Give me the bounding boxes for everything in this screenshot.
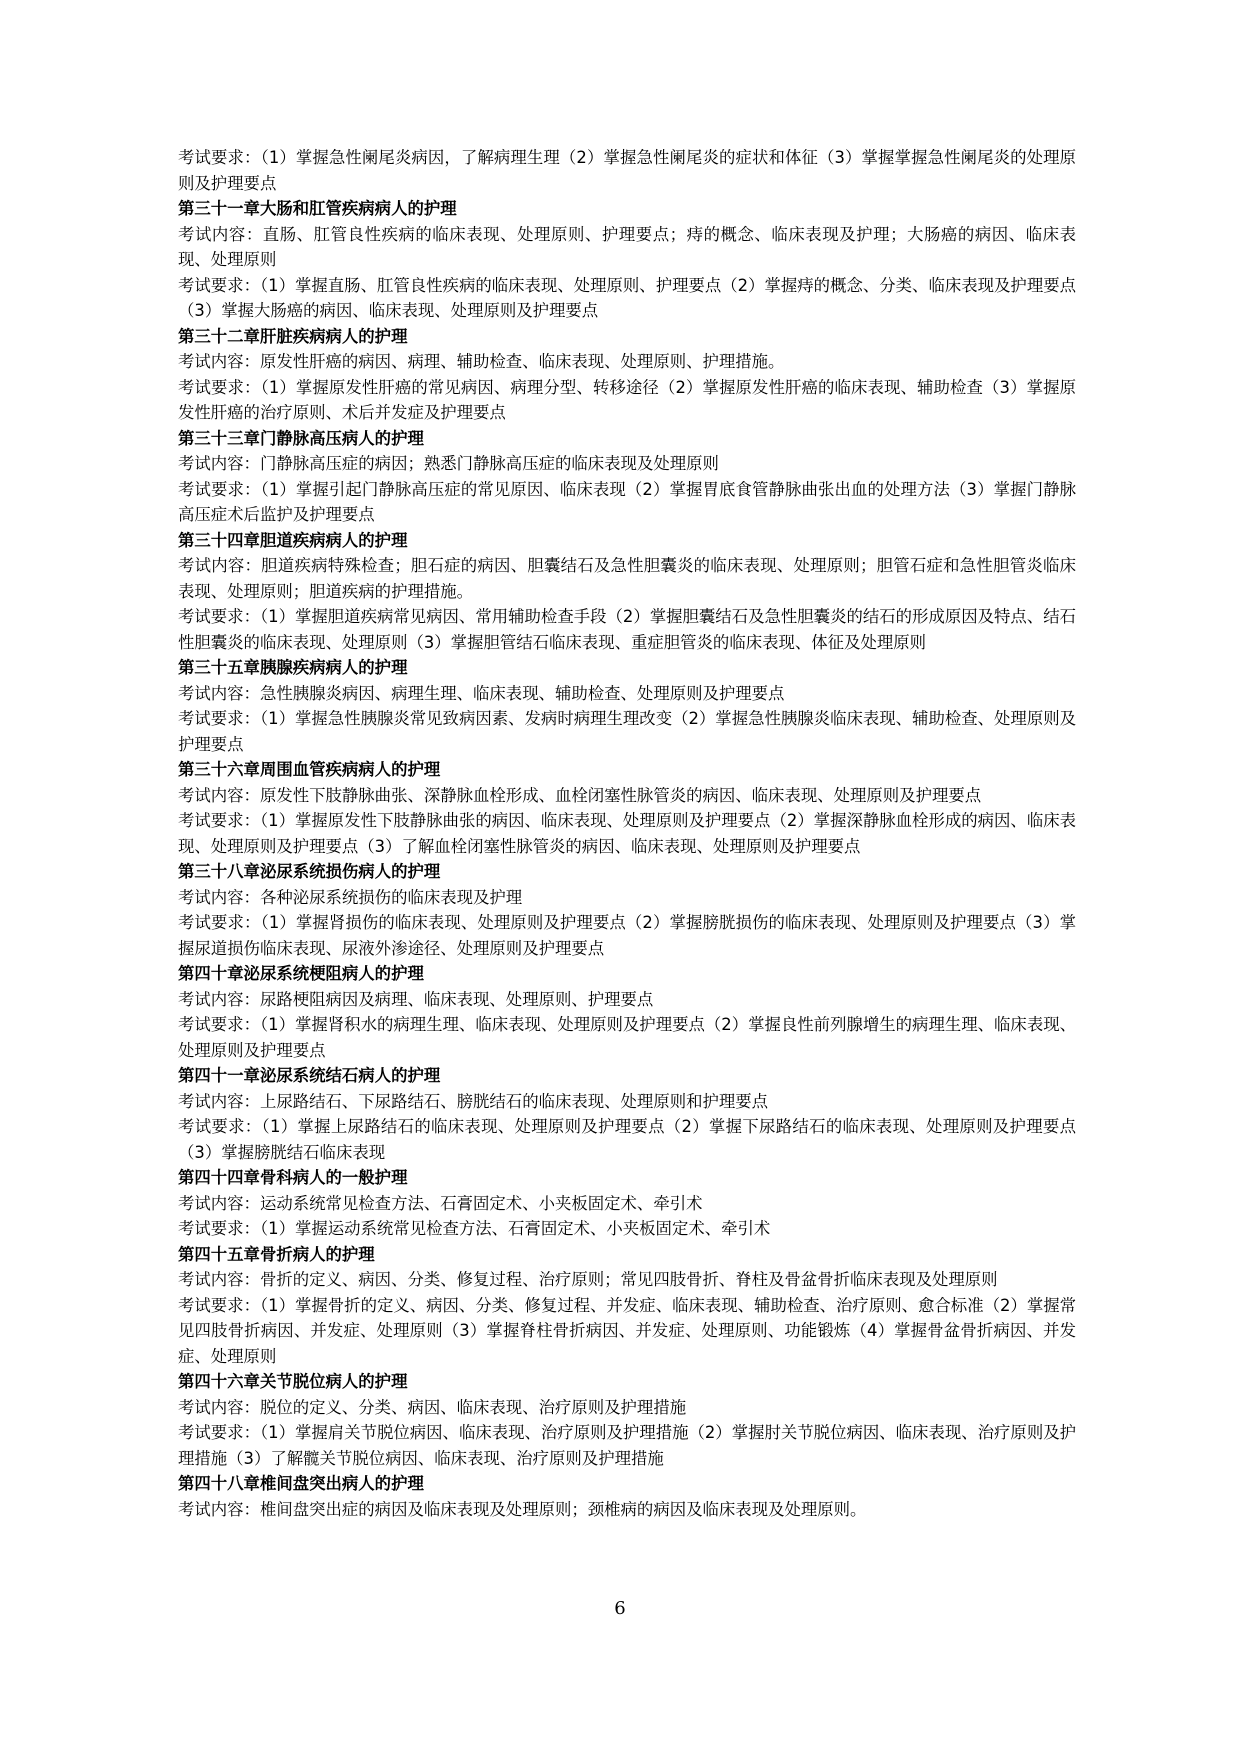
chapter-heading: 第四十章泌尿系统梗阻病人的护理 [178, 964, 424, 983]
chapter-heading: 第四十一章泌尿系统结石病人的护理 [178, 1066, 441, 1085]
paragraph: 考试要求：（1）掌握上尿路结石的临床表现、处理原则及护理要点（2）掌握下尿路结石的临床表现、处理原则及护理要点（3）掌握膀胱结石临床表现 [178, 1117, 1076, 1162]
chapter-heading: 第三十八章泌尿系统损伤病人的护理 [178, 862, 441, 881]
chapter-heading: 第四十四章骨科病人的一般护理 [178, 1168, 408, 1187]
paragraph: 考试内容：骨折的定义、病因、分类、修复过程、治疗原则；常见四肢骨折、脊柱及骨盆骨折临床表现及处理原则 [178, 1270, 998, 1289]
paragraph: 考试内容：直肠、肛管良性疾病的临床表现、处理原则、护理要点；痔的概念、临床表现及护理；大肠癌的病因、临床表现、处理原则 [178, 224, 1076, 269]
paragraph: 考试要求：（1）掌握急性阑尾炎病因，了解病理生理（2）掌握急性阑尾炎的症状和体征（3）掌握掌握急性阑尾炎的处理原则及护理要点 [178, 148, 1076, 193]
paragraph: 考试要求：（1）掌握肾损伤的临床表现、处理原则及护理要点（2）掌握膀胱损伤的临床表现、处理原则及护理要点（3）掌握尿道损伤临床表现、尿液外渗途径、处理原则及护理要点 [178, 913, 1076, 958]
paragraph: 考试内容：尿路梗阻病因及病理、临床表现、处理原则、护理要点 [178, 989, 654, 1009]
paragraph: 考试内容：门静脉高压症的病因；熟悉门静脉高压症的临床表现及处理原则 [178, 454, 719, 473]
paragraph: 考试内容：椎间盘突出症的病因及临床表现及处理原则；颈椎病的病因及临床表现及处理原则。 [178, 1499, 867, 1519]
chapter-heading: 第四十八章椎间盘突出病人的护理 [178, 1474, 424, 1493]
document-body [178, 145, 1076, 1522]
paragraph: 考试内容：胆道疾病特殊检查；胆石症的病因、胆囊结石及急性胆囊炎的临床表现、处理原则；胆管石症和急性胆管炎临床表现、处理原则；胆道疾病的护理措施。 [178, 556, 1076, 601]
paragraph: 考试内容：各种泌尿系统损伤的临床表现及护理 [178, 887, 523, 907]
paragraph: 考试要求：（1）掌握运动系统常见检查方法、石膏固定术、小夹板固定术、牵引术 [178, 1219, 771, 1238]
chapter-heading: 第三十三章门静脉高压病人的护理 [178, 428, 424, 448]
paragraph: 考试内容：运动系统常见检查方法、石膏固定术、小夹板固定术、牵引术 [178, 1193, 703, 1213]
chapter-heading: 第三十六章周围血管疾病病人的护理 [178, 760, 441, 779]
page-number: 6 [614, 1598, 626, 1619]
paragraph: 考试内容：原发性肝癌的病因、病理、辅助检查、临床表现、处理原则、护理措施。 [178, 352, 785, 371]
chapter-heading: 第四十五章骨折病人的护理 [178, 1244, 375, 1264]
paragraph: 考试要求：（1）掌握引起门静脉高压症的常见原因、临床表现（2）掌握胃底食管静脉曲张出血的处理方法（3）掌握门静脉高压症术后监护及护理要点 [178, 479, 1076, 524]
paragraph: 考试要求：（1）掌握肾积水的病理生理、临床表现、处理原则及护理要点（2）掌握良性前列腺增生的病理生理、临床表现、处理原则及护理要点 [178, 1015, 1076, 1060]
paragraph: 考试要求：（1）掌握直肠、肛管良性疾病的临床表现、处理原则、护理要点（2）掌握痔的概念、分类、临床表现及护理要点（3）掌握大肠癌的病因、临床表现、处理原则及护理要点 [178, 275, 1076, 320]
paragraph: 考试要求：（1）掌握胆道疾病常见病因、常用辅助检查手段（2）掌握胆囊结石及急性胆囊炎的结石的形成原因及特点、结石性胆囊炎的临床表现、处理原则（3）掌握胆管结石临床表现、重症胆管炎的临床表现、体征及处理原则 [178, 607, 1076, 652]
paragraph: 考试要求：（1）掌握急性胰腺炎常见致病因素、发病时病理生理改变（2）掌握急性胰腺炎临床表现、辅助检查、处理原则及护理要点 [178, 709, 1076, 754]
paragraph: 考试内容：原发性下肢静脉曲张、深静脉血栓形成、血栓闭塞性脉管炎的病因、临床表现、处理原则及护理要点 [178, 785, 982, 805]
chapter-heading: 第三十一章大肠和肛管疾病病人的护理 [178, 199, 457, 218]
paragraph: 考试要求：（1）掌握原发性肝癌的常见病因、病理分型、转移途径（2）掌握原发性肝癌的临床表现、辅助检查（3）掌握原发性肝癌的治疗原则、术后并发症及护理要点 [178, 377, 1076, 422]
chapter-heading: 第三十四章胆道疾病病人的护理 [178, 530, 408, 550]
chapter-heading: 第三十二章肝脏疾病病人的护理 [178, 326, 408, 346]
paragraph: 考试要求：（1）掌握骨折的定义、病因、分类、修复过程、并发症、临床表现、辅助检查、治疗原则、愈合标准（2）掌握常见四肢骨折病因、并发症、处理原则（3）掌握脊柱骨折病因、并发症、处理原则、功能锻炼（4）掌握骨盆骨折病因、并发症、处理原则 [178, 1295, 1076, 1366]
paragraph: 考试内容：急性胰腺炎病因、病理生理、临床表现、辅助检查、处理原则及护理要点 [178, 683, 785, 703]
chapter-heading: 第三十五章胰腺疾病病人的护理 [178, 658, 408, 677]
paragraph: 考试要求：（1）掌握肩关节脱位病因、临床表现、治疗原则及护理措施（2）掌握肘关节脱位病因、临床表现、治疗原则及护理措施（3）了解髋关节脱位病因、临床表现、治疗原则及护理措施 [178, 1423, 1076, 1468]
chapter-heading: 第四十六章关节脱位病人的护理 [178, 1372, 408, 1391]
paragraph: 考试要求：（1）掌握原发性下肢静脉曲张的病因、临床表现、处理原则及护理要点（2）掌握深静脉血栓形成的病因、临床表现、处理原则及护理要点（3）了解血栓闭塞性脉管炎的病因、临床表现、处理原则及护理要点 [178, 811, 1076, 856]
paragraph: 考试内容：上尿路结石、下尿路结石、膀胱结石的临床表现、处理原则和护理要点 [178, 1091, 769, 1111]
paragraph: 考试内容：脱位的定义、分类、病因、临床表现、治疗原则及护理措施 [178, 1397, 687, 1417]
